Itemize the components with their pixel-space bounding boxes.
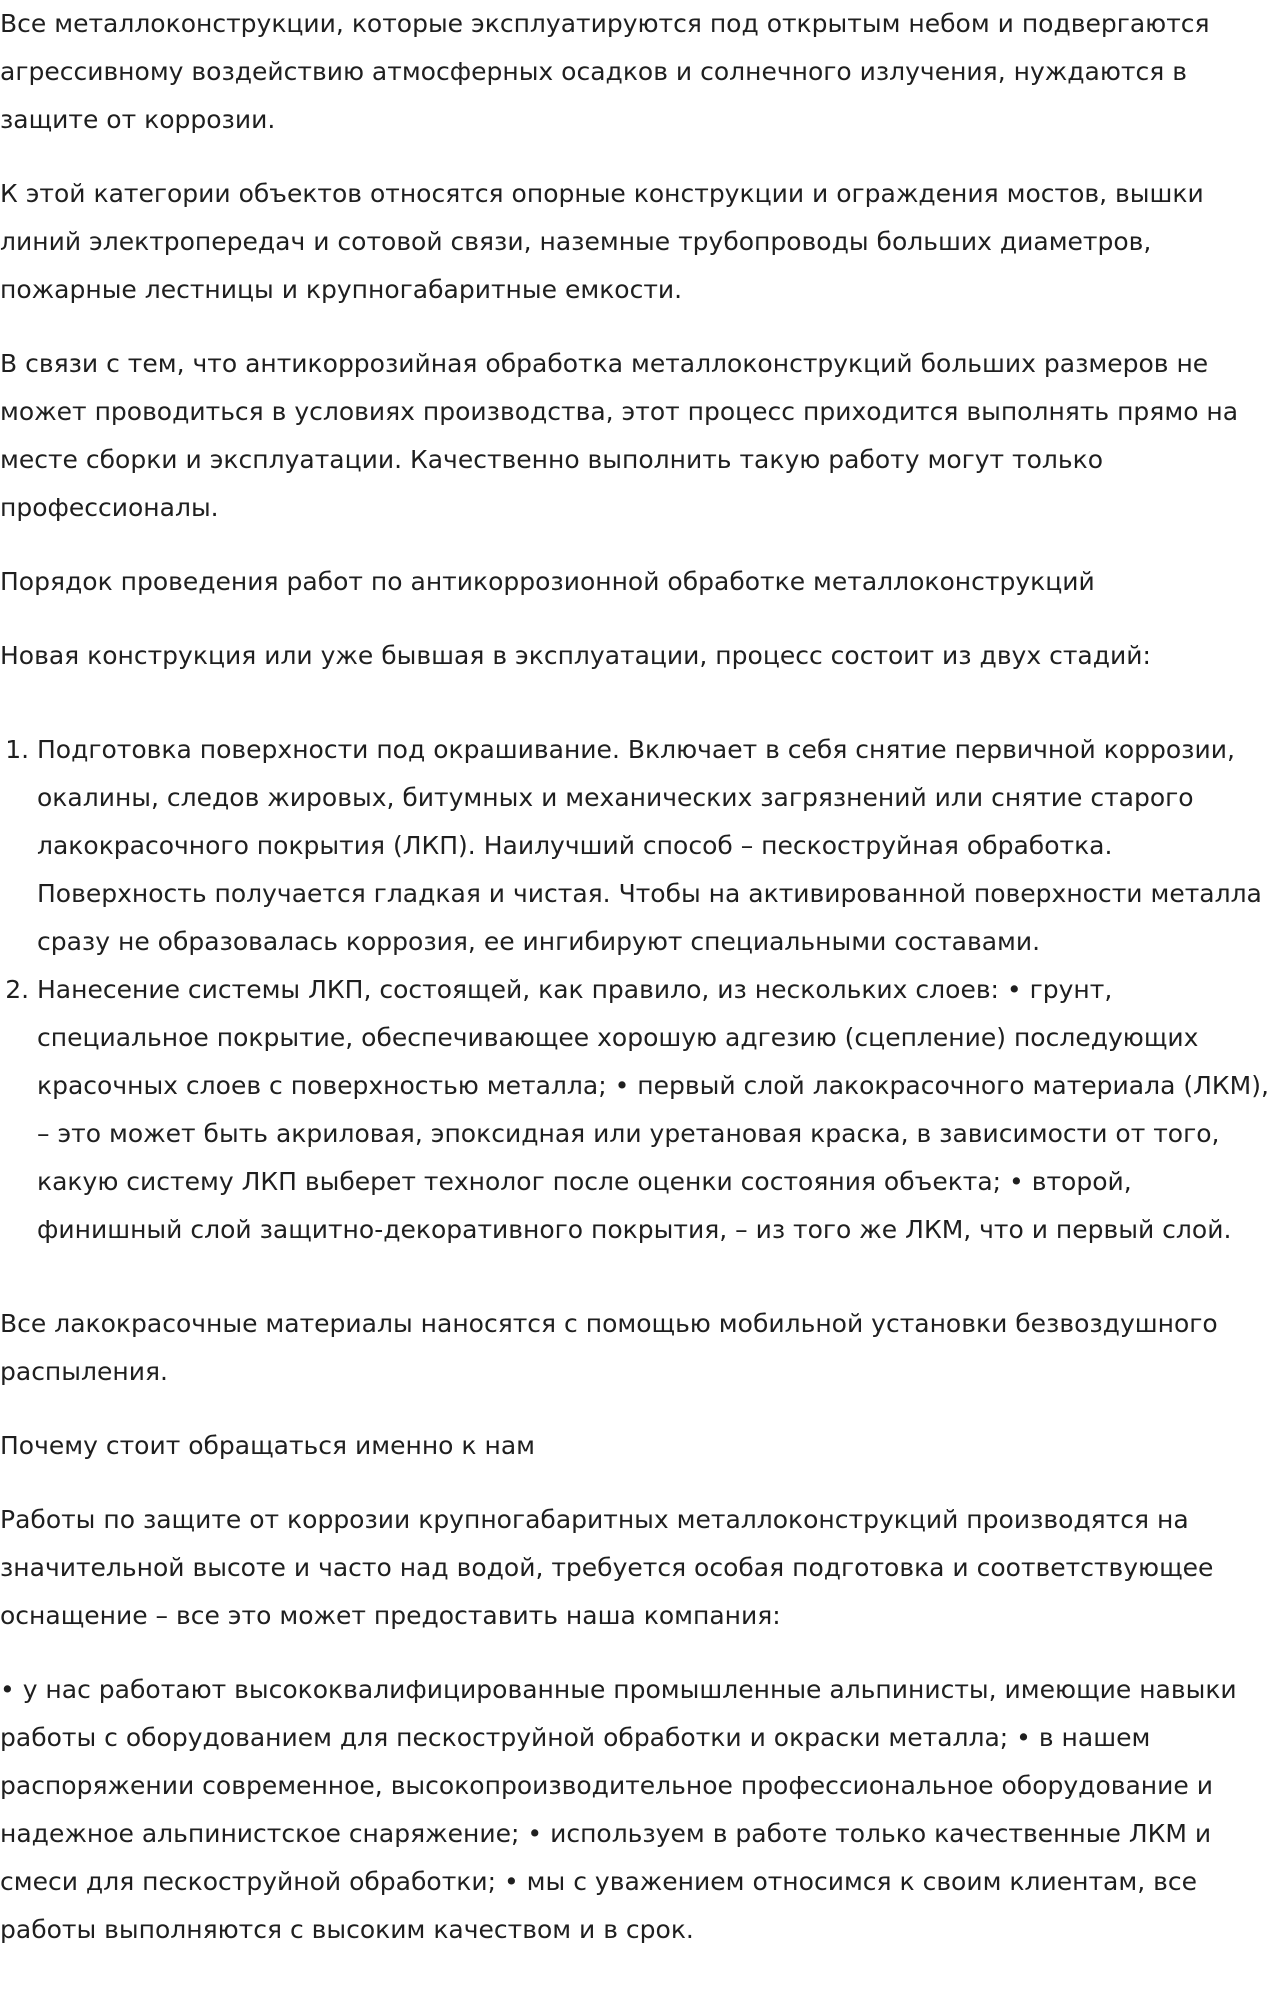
procedure-step-2: 2. Нанесение системы ЛКП, состоящей, как правило, из нескольких слоев: • грунт, специальное покрытие, обеспечивающее хорошую адгезию (сцепление) последующих красочных слоев с поверхностью металла; • первый слой лакокрасочного материала (ЛКМ), – это может быть акриловая, эпоксидная или уретановая краска, в зависимости от того, какую систему ЛКП выберет технолог после оценки состояния объекта; • второй, финишный слой защитно-декоративного покрытия, – из того же ЛКМ, что и первый слой. [37,966,1270,1254]
procedure-heading: Порядок проведения работ по антикоррозионной обработке металлоконструкций [0,567,1095,596]
why-us-paragraph: Работы по защите от коррозии крупногабаритных металлоконструкций производятся на значительной высоте и часто над водой, требуется особая подготовка и соответствующее оснащение – все это может предоставить наша компания: [0,1505,1214,1630]
advantages-paragraph: • у нас работают высококвалифицированные промышленные альпинисты, имеющие навыки работы с оборудованием для пескоструйной обработки и окраски металла; • в нашем распоряжении современное, высокопроизводительное профессиональное оборудование и надежное альпинистское снаряжение; • используем в работе только качественные ЛКМ и смеси для пескоструйной обработки; • мы с уважением относимся к своим клиентам, все работы выполняются с высоким качеством и в срок. [0,1675,1237,1944]
intro-paragraph-2: К этой категории объектов относятся опорные конструкции и ограждения мостов, вышки линий электропередач и сотовой связи, наземные трубопроводы больших диаметров, пожарные лестницы и крупногабаритные емкости. [0,179,1204,304]
procedure-steps-list [0,726,1270,1254]
procedure-step-1: 1. Подготовка поверхности под окрашивание. Включает в себя снятие первичной коррозии, окалины, следов жировых, битумных и механических загрязнений или снятие старого лакокрасочного покрытия (ЛКП). Наилучший способ – пескоструйная обработка. Поверхность получается гладкая и чистая. Чтобы на активированной поверхности металла сразу не образовалась коррозия, ее ингибируют специальными составами. [37,726,1270,966]
procedure-lead: Новая конструкция или уже бывшая в эксплуатации, процесс состоит из двух стадий: [0,641,1151,670]
application-note: Все лакокрасочные материалы наносятся с помощью мобильной установки безвоздушного распыления. [0,1309,1218,1386]
intro-paragraph-3: В связи с тем, что антикоррозийная обработка металлоконструкций больших размеров не может проводиться в условиях производства, этот процесс приходится выполнять прямо на месте сборки и эксплуатации. Качественно выполнить такую работу могут только профессионалы. [0,349,1239,522]
intro-paragraph-1: Все металлоконструкции, которые эксплуатируются под открытым небом и подвергаются агрессивному воздействию атмосферных осадков и солнечного излучения, нуждаются в защите от коррозии. [0,9,1210,134]
why-us-heading: Почему стоит обращаться именно к нам [0,1431,535,1460]
